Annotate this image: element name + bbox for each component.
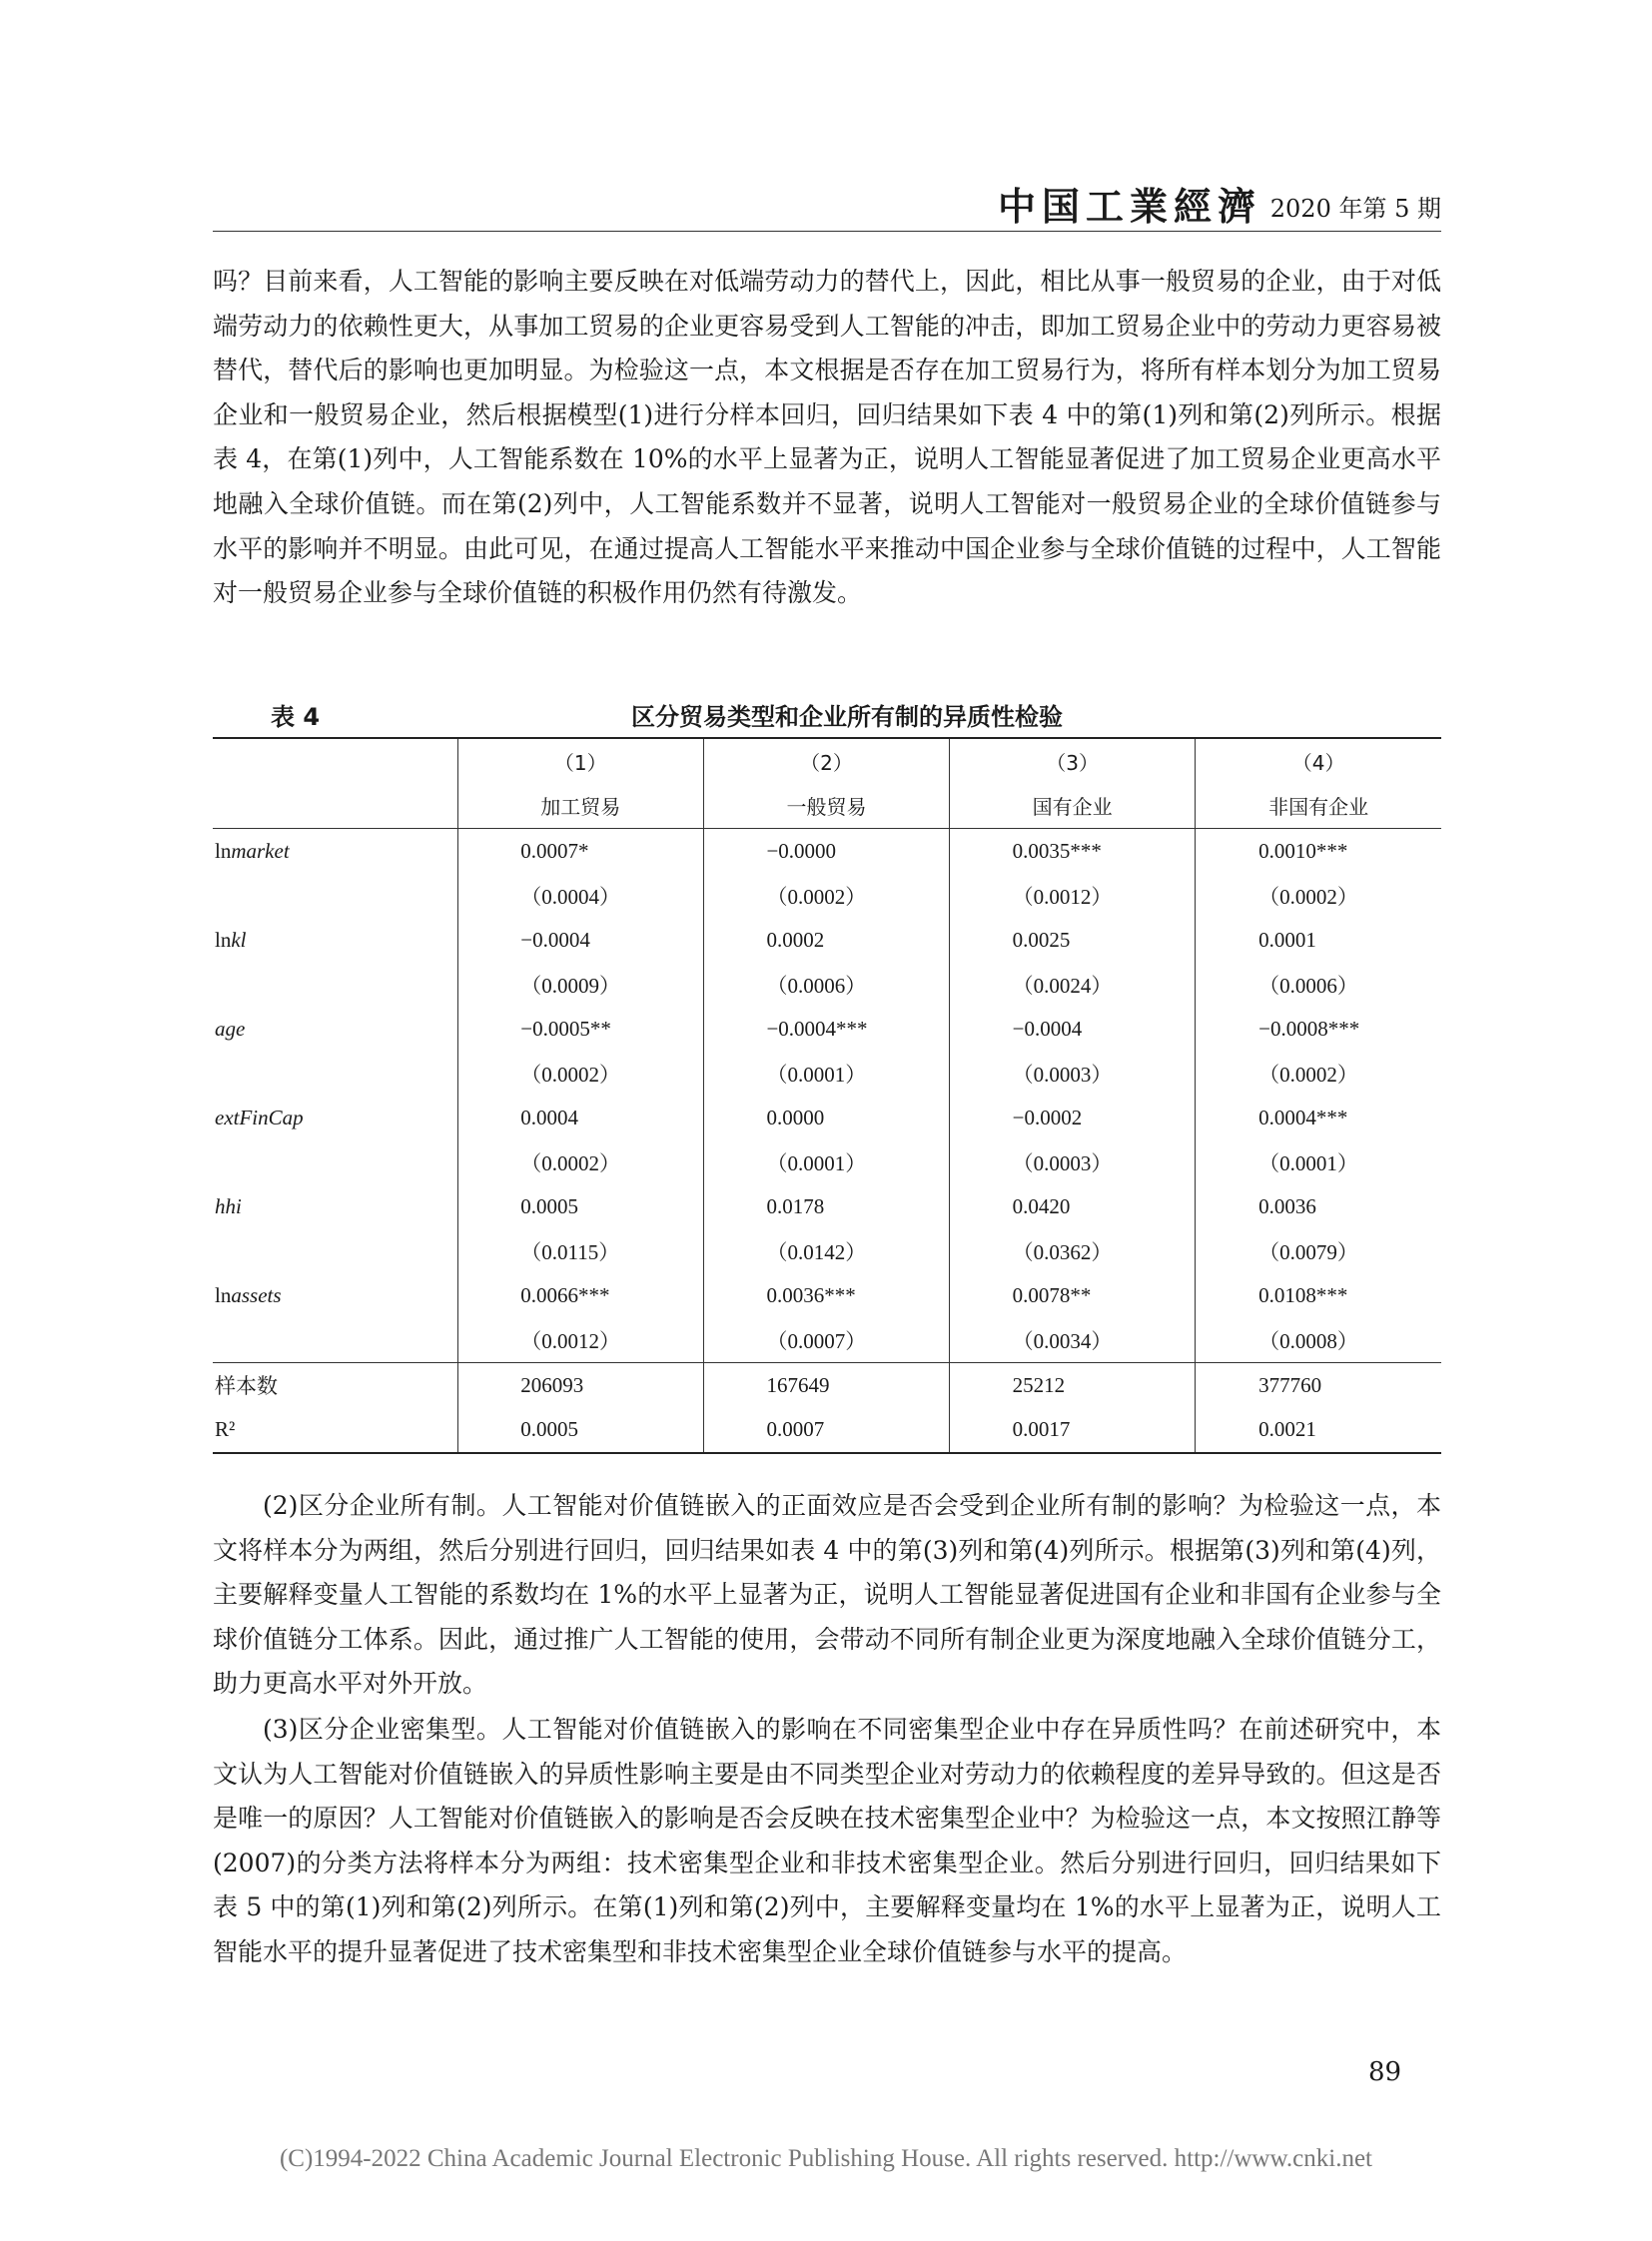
paragraph-3: (3)区分企业密集型。人工智能对价值链嵌入的影响在不同密集型企业中存在异质性吗？在前述研究中，本文认为人工智能对价值链嵌入的异质性影响主要是由不同类型企业对劳动力的依赖程度的差异导致的。但这是否是唯一的原因？人工智能对价值链嵌入的影响是否会反映在技术密集型企业中？为检验这一点，本文按照江静等(2007)的分类方法将样本分为两组：技术密集型企业和非技术密集型企业。然后分别进行回归，回归结果如下表 5 中的第(1)列和第(2)列所示。在第(1)列和第(2)列中，主要解释变量均在 1%的水平上显著为正，说明人工智能水平的提升显著促进了技术密集型和非技术密集型企业全球价值链参与水平的提高。 bbox=[213, 1715, 1441, 1966]
se-cell bbox=[950, 963, 1196, 1008]
variable-name: age bbox=[215, 1016, 246, 1041]
table-row-coef bbox=[213, 1273, 1441, 1318]
se-cell-value: （0.0142） bbox=[766, 1239, 867, 1264]
se-cell bbox=[457, 874, 703, 919]
variable-name: extFinCap bbox=[215, 1105, 304, 1129]
coef-cell-value: 0.0010*** bbox=[1258, 838, 1348, 863]
coef-cell bbox=[457, 918, 703, 963]
coef-cell bbox=[703, 1184, 949, 1229]
coef-cell-value: 0.0005 bbox=[520, 1193, 579, 1218]
se-cell-value: （0.0002） bbox=[520, 1150, 621, 1175]
table-title: 区分贸易类型和企业所有制的异质性检验 bbox=[631, 703, 1063, 731]
se-cell bbox=[703, 874, 949, 919]
stat-cell bbox=[457, 1408, 703, 1454]
se-cell bbox=[1196, 1052, 1441, 1097]
stat-cell bbox=[703, 1408, 949, 1454]
stat-cell-value: 206093 bbox=[520, 1372, 584, 1397]
se-cell-value: （0.0007） bbox=[766, 1328, 867, 1353]
se-cell-value: （0.0012） bbox=[520, 1328, 621, 1353]
stat-cell bbox=[950, 1363, 1196, 1408]
coef-cell-value: 0.0036 bbox=[1258, 1193, 1316, 1218]
variable-name: hhi bbox=[215, 1193, 242, 1218]
coef-cell bbox=[703, 918, 949, 963]
coef-cell-value: 0.0108*** bbox=[1258, 1282, 1348, 1307]
se-cell bbox=[703, 1318, 949, 1363]
running-header bbox=[213, 185, 1441, 232]
se-cell-value: （0.0012） bbox=[1012, 884, 1113, 909]
coef-cell-value: 0.0178 bbox=[766, 1193, 825, 1218]
se-cell-value: （0.0001） bbox=[1258, 1150, 1358, 1175]
coef-cell bbox=[1196, 1007, 1441, 1052]
coef-cell bbox=[950, 1273, 1196, 1318]
stat-cell-value: 167649 bbox=[766, 1372, 830, 1397]
coef-cell-value: −0.0004 bbox=[520, 927, 590, 952]
coef-cell bbox=[703, 1096, 949, 1140]
coef-cell bbox=[457, 829, 703, 874]
coef-cell bbox=[1196, 1273, 1441, 1318]
se-cell-value: （0.0034） bbox=[1012, 1328, 1113, 1353]
table-row-coef bbox=[213, 1007, 1441, 1052]
coef-cell-value: 0.0007* bbox=[520, 838, 589, 863]
coef-cell-value: 0.0035*** bbox=[1012, 838, 1102, 863]
table-row-stat bbox=[213, 1408, 1441, 1454]
stat-cell-value: 0.0007 bbox=[766, 1417, 825, 1442]
coef-cell bbox=[1196, 1184, 1441, 1229]
table-row-se bbox=[213, 1318, 1441, 1363]
table-row-coef bbox=[213, 918, 1441, 963]
coef-cell-value: 0.0420 bbox=[1012, 1193, 1071, 1218]
coef-cell-value: 0.0002 bbox=[766, 927, 825, 952]
coef-cell bbox=[457, 1007, 703, 1052]
variable-prefix: ln bbox=[215, 838, 232, 863]
se-cell bbox=[950, 1229, 1196, 1274]
coef-cell-value: 0.0066*** bbox=[520, 1282, 610, 1307]
stat-label: R² bbox=[213, 1408, 457, 1454]
regression-table bbox=[213, 737, 1441, 1454]
table-row-coef bbox=[213, 829, 1441, 874]
coef-cell bbox=[703, 1007, 949, 1052]
coef-cell bbox=[1196, 829, 1441, 874]
coef-cell bbox=[950, 1096, 1196, 1140]
issue-label: 2020 年第 5 期 bbox=[1269, 195, 1441, 223]
variable-label bbox=[213, 918, 457, 963]
se-cell-value: （0.0362） bbox=[1012, 1239, 1113, 1264]
table-header-row-names bbox=[213, 784, 1441, 829]
se-cell bbox=[950, 1052, 1196, 1097]
se-cell-value: （0.0115） bbox=[520, 1239, 620, 1264]
se-cell-value: （0.0002） bbox=[520, 1062, 621, 1087]
stat-cell-value: 0.0005 bbox=[520, 1417, 579, 1442]
coef-cell bbox=[457, 1184, 703, 1229]
coef-cell-value: 0.0025 bbox=[1012, 927, 1071, 952]
variable-prefix: ln bbox=[215, 927, 232, 952]
coef-cell-value: −0.0002 bbox=[1012, 1105, 1083, 1129]
paragraph-2: (2)区分企业所有制。人工智能对价值链嵌入的正面效应是否会受到企业所有制的影响？为检验这一点，本文将样本分为两组，然后分别进行回归，回归结果如表 4 中的第(3)列和第(4)列所示。根据第(3)列和第(4)列，主要解释变量人工智能的系数均在 1%的水平上显著为正，说明人工智能显著促进国有企业和非国有企业参与全球价值链分工体系。因此，通过推广人工智能的使用，会带动不同所有制企业更为深度地融入全球价值链分工，助力更高水平对外开放。 bbox=[213, 1491, 1441, 1699]
se-cell-value: （0.0002） bbox=[1258, 884, 1358, 909]
se-cell-value: （0.0001） bbox=[766, 1062, 867, 1087]
table-caption bbox=[213, 699, 1441, 735]
col-num-2: （2） bbox=[703, 738, 949, 784]
se-cell-value: （0.0004） bbox=[520, 884, 621, 909]
stat-cell bbox=[457, 1363, 703, 1408]
coef-cell-value: 0.0036*** bbox=[766, 1282, 856, 1307]
stat-cell-value: 0.0017 bbox=[1012, 1417, 1071, 1442]
coef-cell-value: 0.0001 bbox=[1258, 927, 1316, 952]
se-cell bbox=[457, 1318, 703, 1363]
coef-cell-value: −0.0000 bbox=[766, 838, 837, 863]
variable-name: market bbox=[231, 838, 290, 863]
se-cell-value: （0.0003） bbox=[1012, 1150, 1113, 1175]
col-name-1: 加工贸易 bbox=[457, 784, 703, 829]
se-cell bbox=[1196, 1229, 1441, 1274]
table-row-se bbox=[213, 874, 1441, 919]
se-cell bbox=[457, 1140, 703, 1185]
coef-cell bbox=[1196, 1096, 1441, 1140]
se-cell bbox=[703, 1052, 949, 1097]
col-num-1: （1） bbox=[457, 738, 703, 784]
stat-cell-value: 25212 bbox=[1012, 1372, 1066, 1397]
se-cell-value: （0.0001） bbox=[766, 1150, 867, 1175]
variable-name: assets bbox=[231, 1282, 282, 1307]
variable-label bbox=[213, 1184, 457, 1229]
coef-cell bbox=[457, 1273, 703, 1318]
coef-cell bbox=[950, 918, 1196, 963]
se-cell bbox=[950, 1318, 1196, 1363]
table-row-stat bbox=[213, 1363, 1441, 1408]
variable-label bbox=[213, 829, 457, 874]
coef-cell bbox=[950, 1007, 1196, 1052]
se-cell-value: （0.0079） bbox=[1258, 1239, 1358, 1264]
se-cell-value: （0.0002） bbox=[766, 884, 867, 909]
stat-cell bbox=[1196, 1408, 1441, 1454]
coef-cell-value: −0.0004 bbox=[1012, 1016, 1083, 1041]
coef-cell-value: −0.0005** bbox=[520, 1016, 611, 1041]
se-cell bbox=[950, 874, 1196, 919]
paragraph-1: 吗？目前来看，人工智能的影响主要反映在对低端劳动力的替代上，因此，相比从事一般贸易的企业，由于对低端劳动力的依赖性更大，从事加工贸易的企业更容易受到人工智能的冲击，即加工贸易企业中的劳动力更容易被替代，替代后的影响也更加明显。为检验这一点，本文根据是否存在加工贸易行为，将所有样本划分为加工贸易企业和一般贸易企业，然后根据模型(1)进行分样本回归，回归结果如下表 4 中的第(1)列和第(2)列所示。根据表 4，在第(1)列中，人工智能系数在 10%的水平上显著为正，说明人工智能显著促进了加工贸易企业更高水平地融入全球价值链。而在第(2)列中，人工智能系数并不显著，说明人工智能对一般贸易企业的全球价值链参与水平的影响并不明显。由此可见，在通过提高人工智能水平来推动中国企业参与全球价值链的过程中，人工智能对一般贸易企业参与全球价值链的积极作用仍然有待激发。 bbox=[213, 267, 1441, 608]
se-cell bbox=[1196, 1318, 1441, 1363]
coef-cell bbox=[950, 829, 1196, 874]
table-row-se bbox=[213, 1229, 1441, 1274]
se-cell-value: （0.0003） bbox=[1012, 1062, 1113, 1087]
stat-cell bbox=[703, 1363, 949, 1408]
coef-cell-value: 0.0078** bbox=[1012, 1282, 1092, 1307]
table-row-se bbox=[213, 1140, 1441, 1185]
se-cell bbox=[703, 1140, 949, 1185]
se-cell bbox=[1196, 963, 1441, 1008]
copyright-footer: (C)1994-2022 China Academic Journal Electronic Publishing House. All rights reserved. http://www.cnki.net bbox=[279, 2145, 1373, 2172]
se-cell bbox=[703, 1229, 949, 1274]
coef-cell-value: 0.0004*** bbox=[1258, 1105, 1348, 1129]
coef-cell bbox=[950, 1184, 1196, 1229]
table-header-row-numbers bbox=[213, 738, 1441, 784]
col-num-4: （4） bbox=[1196, 738, 1441, 784]
se-cell-value: （0.0006） bbox=[1258, 973, 1358, 998]
variable-label bbox=[213, 1096, 457, 1140]
se-cell bbox=[457, 1052, 703, 1097]
se-cell-value: （0.0002） bbox=[1258, 1062, 1358, 1087]
col-name-3: 国有企业 bbox=[950, 784, 1196, 829]
se-cell bbox=[1196, 874, 1441, 919]
coef-cell-value: 0.0000 bbox=[766, 1105, 825, 1129]
stat-cell bbox=[1196, 1363, 1441, 1408]
coef-cell bbox=[457, 1096, 703, 1140]
stat-label: 样本数 bbox=[213, 1363, 457, 1408]
coef-cell bbox=[1196, 918, 1441, 963]
col-name-4: 非国有企业 bbox=[1196, 784, 1441, 829]
stat-cell-value: 377760 bbox=[1258, 1372, 1322, 1397]
table-row-coef bbox=[213, 1096, 1441, 1140]
se-cell bbox=[703, 963, 949, 1008]
journal-logo: 中国工業經濟 bbox=[997, 185, 1261, 229]
coef-cell bbox=[703, 1273, 949, 1318]
variable-prefix: ln bbox=[215, 1282, 232, 1307]
se-cell-value: （0.0024） bbox=[1012, 973, 1113, 998]
se-cell bbox=[950, 1140, 1196, 1185]
se-cell bbox=[1196, 1140, 1441, 1185]
coef-cell-value: −0.0004*** bbox=[766, 1016, 868, 1041]
se-cell-value: （0.0009） bbox=[520, 973, 621, 998]
table-row-se bbox=[213, 1052, 1441, 1097]
col-name-2: 一般贸易 bbox=[703, 784, 949, 829]
table-row-coef bbox=[213, 1184, 1441, 1229]
table-row-se bbox=[213, 963, 1441, 1008]
variable-label bbox=[213, 1007, 457, 1052]
stat-cell bbox=[950, 1408, 1196, 1454]
stat-cell-value: 0.0021 bbox=[1258, 1417, 1316, 1442]
col-num-3: （3） bbox=[950, 738, 1196, 784]
se-cell-value: （0.0006） bbox=[766, 973, 867, 998]
variable-name: kl bbox=[231, 927, 247, 952]
table-label: 表 4 bbox=[271, 703, 321, 731]
variable-label bbox=[213, 1273, 457, 1318]
coef-cell bbox=[703, 829, 949, 874]
coef-cell-value: −0.0008*** bbox=[1258, 1016, 1360, 1041]
coef-cell-value: 0.0004 bbox=[520, 1105, 579, 1129]
se-cell bbox=[457, 963, 703, 1008]
page-number: 89 bbox=[1368, 2057, 1402, 2087]
se-cell-value: （0.0008） bbox=[1258, 1328, 1358, 1353]
se-cell bbox=[457, 1229, 703, 1274]
